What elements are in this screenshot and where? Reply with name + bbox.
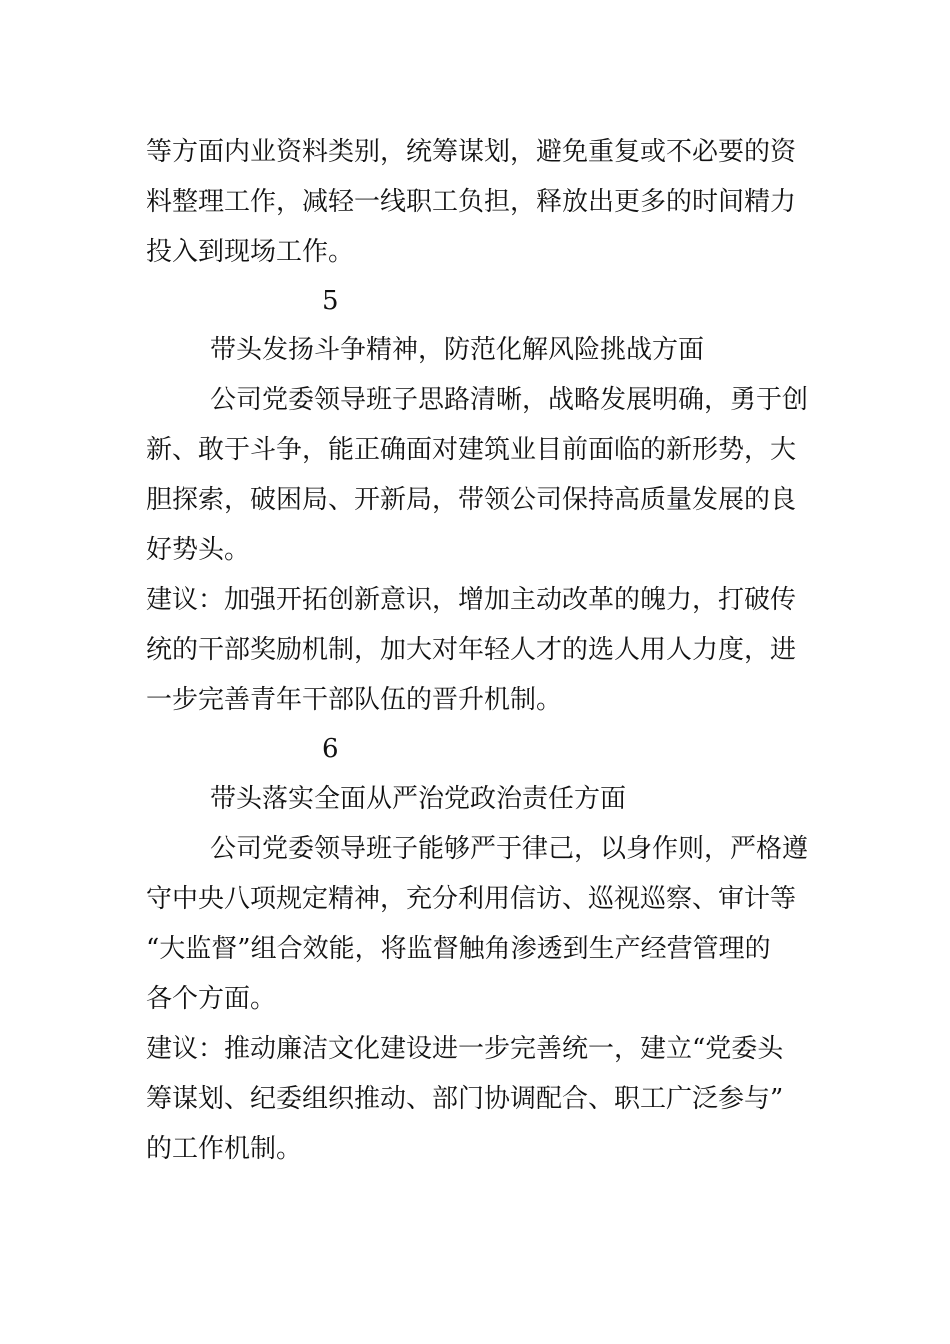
body-text-line: 新、敢于斗争，能正确面对建筑业目前面临的新形势，大 <box>146 435 797 465</box>
body-text-line: 各个方面。 <box>146 984 277 1014</box>
section-number: 5 <box>322 286 339 316</box>
body-text-line: 好势头。 <box>146 535 251 565</box>
body-text-line: 胆探索，破困局、开新局，带领公司保持高质量发展的良 <box>146 485 797 515</box>
body-text-line: 公司党委领导班子能够严于律己，以身作则，严格遵 <box>210 834 809 864</box>
body-text-line: “大监督”组合效能，将监督触角渗透到生产经营管理的 <box>146 934 771 964</box>
suggestion-line: 的工作机制。 <box>146 1134 303 1164</box>
body-text-line: 公司党委领导班子思路清晰，战略发展明确，勇于创 <box>210 385 809 415</box>
suggestion-line: 筹谋划、纪委组织推动、部门协调配合、职工广泛参与” <box>146 1084 784 1114</box>
body-text-line: 料整理工作，减轻一线职工负担，释放出更多的时间精力 <box>146 187 797 217</box>
section-number: 6 <box>322 734 339 764</box>
suggestion-line: 一步完善青年干部队伍的晋升机制。 <box>146 685 563 715</box>
suggestion-line: 建议：加强开拓创新意识，增加主动改革的魄力，打破传 <box>146 585 797 615</box>
body-text-line: 投入到现场工作。 <box>146 237 355 267</box>
section-heading: 带头落实全面从严治党政治责任方面 <box>210 784 627 814</box>
suggestion-line: 建议：推动廉洁文化建设进一步完善统一，建立“党委头 <box>146 1034 784 1064</box>
body-text-line: 守中央八项规定精神，充分利用信访、巡视巡察、审计等 <box>146 884 797 914</box>
suggestion-line: 统的干部奖励机制，加大对年轻人才的选人用人力度，进 <box>146 635 797 665</box>
body-text-line: 等方面内业资料类别，统筹谋划，避免重复或不必要的资 <box>146 137 797 167</box>
section-heading: 带头发扬斗争精神，防范化解风险挑战方面 <box>210 335 705 365</box>
